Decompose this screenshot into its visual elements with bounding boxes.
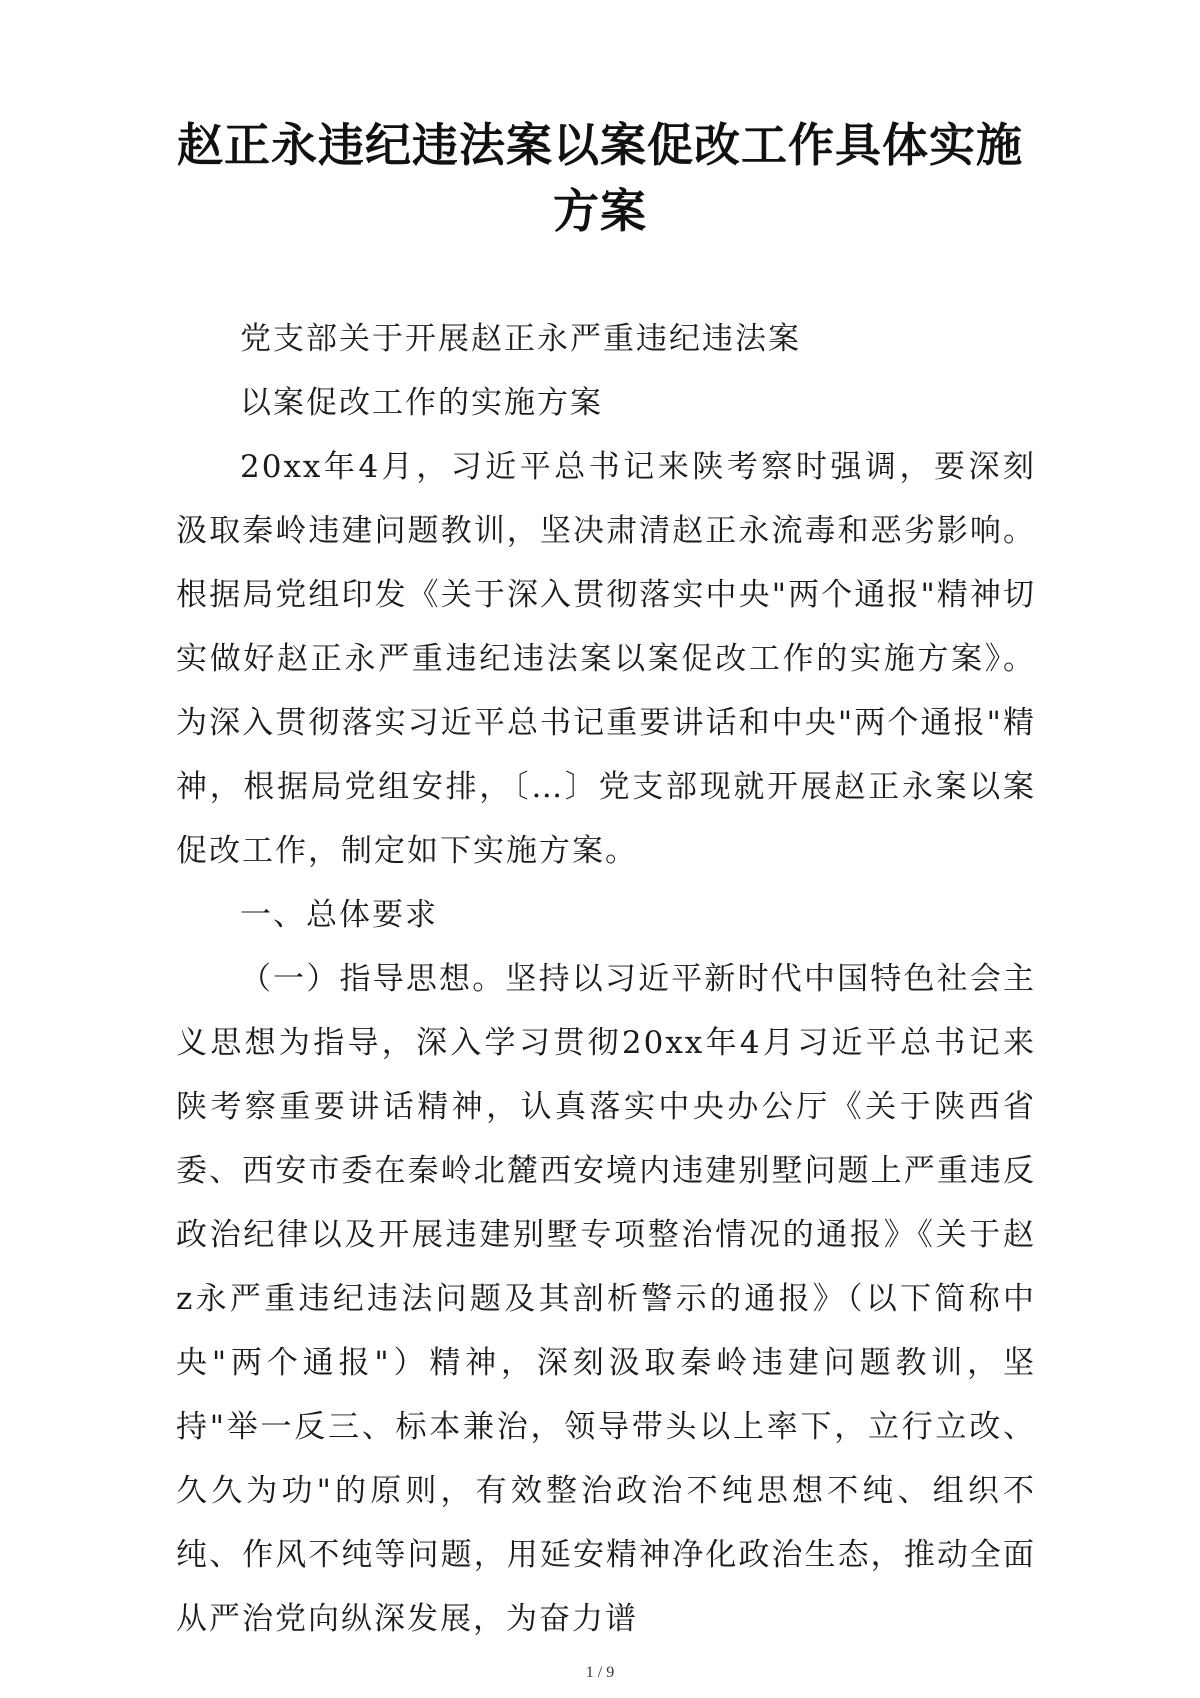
- paragraph-intro: 20xx年4月，习近平总书记来陕考察时强调，要深刻汲取秦岭违建问题教训，坚决肃清赵正永流毒和恶劣影响。根据局党组印发《关于深入贯彻落实中央"两个通报"精神切实做好赵正永严重违纪违法案以案促改工作的实施方案》。为深入贯彻落实习近平总书记重要讲话和中央"两个通报"精神，根据局党组安排，〔…〕党支部现就开展赵正永案以案促改工作，制定如下实施方案。: [176, 449, 1036, 869]
- section-heading-overall-requirements: 一、总体要求: [240, 897, 438, 933]
- document-title: 赵正永违纪违法案以案促改工作具体实施方案: [177, 118, 1023, 238]
- page-number: 1 / 9: [585, 1664, 615, 1681]
- paragraph-heading-line-1: 党支部关于开展赵正永严重违纪违法案: [240, 321, 801, 357]
- paragraph-guiding-ideology: （一）指导思想。坚持以习近平新时代中国特色社会主义思想为指导，深入学习贯彻20xx年4月习近平总书记来陕考察重要讲话精神，认真落实中央办公厅《关于陕西省委、西安市委在秦岭北麓西安境内违建别墅问题上严重违反政治纪律以及开展违建别墅专项整治情况的通报》《关于赵z永严重违纪违法问题及其剖析警示的通报》（以下简称中央"两个通报"）精神，深刻汲取秦岭违建问题教训，坚持"举一反三、标本兼治，领导带头以上率下，立行立改、久久为功"的原则，有效整治政治不纯思想不纯、组织不纯、作风不纯等问题，用延安精神净化政治生态，推动全面从严治党向纵深发展，为奋力谱: [176, 961, 1036, 1637]
- paragraph-heading-line-2: 以案促改工作的实施方案: [240, 385, 603, 421]
- document-body: [176, 307, 1036, 1651]
